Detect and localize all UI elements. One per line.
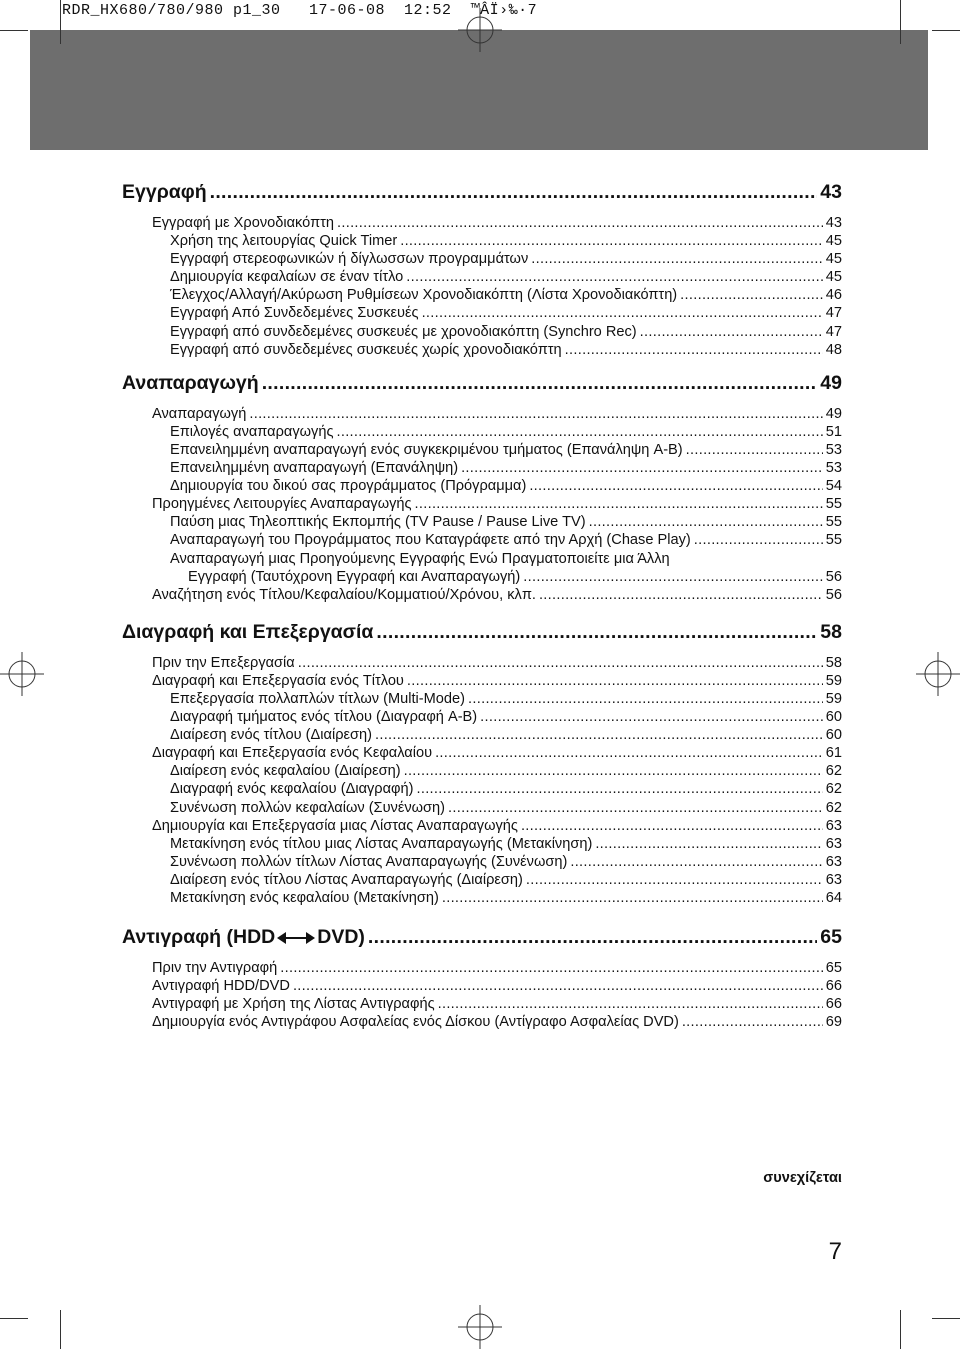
registration-mark-left [0, 652, 44, 696]
toc-entry[interactable]: Εγγραφή με Χρονοδιακόπτη ..... 43 [122, 215, 842, 233]
registration-mark-right [916, 652, 960, 696]
section-page: 65 [820, 926, 842, 949]
print-slug: RDR_HX680/780/980 p1_30 17-06-08 12:52 ™ÂÏ›‰·7 [62, 2, 538, 19]
registration-mark-top [458, 8, 502, 52]
page-number: 7 [828, 1238, 842, 1265]
toc-entry[interactable]: Συνένωση πολλών κεφαλαίων (Συνένωση) ..... 62 [122, 800, 842, 818]
section-page: 43 [820, 181, 842, 203]
toc-entry[interactable]: Διαγραφή και Επεξεργασία ενός Κεφαλαίου ..... 61 [122, 745, 842, 763]
crop-mark-bottom-right-h [932, 1318, 960, 1319]
toc-entry[interactable]: Αναπαραγωγή του Προγράμματος που Καταγράφετε από την Αρχή (Chase Play) ..... 55 [122, 532, 842, 550]
toc-entry[interactable]: Διαίρεση ενός τίτλου (Διαίρεση) ..... 60 [122, 727, 842, 745]
toc-entry[interactable]: Εγγραφή από συνδεδεμένες συσκευές χωρίς χρονοδιακόπτη ..... 48 [122, 342, 842, 360]
section-page: 58 [820, 620, 842, 643]
crop-mark-top-left [60, 0, 61, 44]
toc-entry[interactable]: Διαίρεση ενός τίτλου Λίστας Αναπαραγωγής (Διαίρεση) ..... 63 [122, 872, 842, 890]
toc-entry[interactable]: Έλεγχος/Αλλαγή/Ακύρωση Ρυθμίσεων Χρονοδιακόπτη (Λίστα Χρονοδιακόπτη) ..... 46 [122, 287, 842, 305]
crop-mark-top-left-h [0, 30, 28, 31]
toc-entry[interactable]: Πριν την Επεξεργασία ..... 58 [122, 655, 842, 673]
table-of-contents [122, 181, 842, 1032]
toc-section-heading[interactable] [122, 372, 842, 406]
toc-entry[interactable]: Επανειλημμένη αναπαραγωγή ενός συγκεκριμένου τμήματος (Επανάληψη A-B) ..... 53 [122, 442, 842, 460]
section-title: Αντιγραφή (HDD DVD) [122, 926, 365, 949]
toc-entry[interactable]: Εγγραφή (Ταυτόχρονη Εγγραφή και Αναπαραγωγή) ..... 56 [122, 569, 842, 587]
toc-entry[interactable]: Διαγραφή ενός κεφαλαίου (Διαγραφή) ..... 62 [122, 781, 842, 799]
toc-section-heading[interactable] [122, 621, 842, 655]
crop-mark-bottom-right [900, 1310, 901, 1349]
toc-entry[interactable]: Διαίρεση ενός κεφαλαίου (Διαίρεση) ..... 62 [122, 763, 842, 781]
toc-entry[interactable]: Αναζήτηση ενός Τίτλου/Κεφαλαίου/Κομματιού/Χρόνου, κλπ. ..... 56 [122, 587, 842, 605]
toc-entry[interactable]: Δημιουργία και Επεξεργασία μιας Λίστας Αναπαραγωγής ..... 63 [122, 818, 842, 836]
toc-entry[interactable]: Συνένωση πολλών τίτλων Λίστας Αναπαραγωγής (Συνένωση) ..... 63 [122, 854, 842, 872]
toc-entry[interactable]: Παύση μιας Τηλεοπτικής Εκπομπής (TV Pause / Pause Live TV) ..... 55 [122, 514, 842, 532]
toc-entry[interactable]: Επανειλημμένη αναπαραγωγή (Επανάληψη) ..... 53 [122, 460, 842, 478]
section-page: 49 [820, 371, 842, 394]
toc-entry[interactable]: Αναπαραγωγή ..... 49 [122, 406, 842, 424]
toc-section-heading[interactable] [122, 926, 842, 960]
crop-mark-top-right-h [932, 30, 960, 31]
toc-entry[interactable]: Μετακίνηση ενός τίτλου μιας Λίστας Αναπαραγωγής (Μετακίνηση) ..... 63 [122, 836, 842, 854]
toc-entry[interactable]: Δημιουργία του δικού σας προγράμματος (Πρόγραμμα) ..... 54 [122, 478, 842, 496]
crop-mark-bottom-left [60, 1310, 61, 1349]
toc-entry[interactable]: Πριν την Αντιγραφή ..... 65 [122, 960, 842, 978]
toc-entry[interactable]: Δημιουργία ενός Αντιγράφου Ασφαλείας ενός Δίσκου (Αντίγραφο Ασφαλείας DVD) ..... 69 [122, 1014, 842, 1032]
toc-entry[interactable]: Επεξεργασία πολλαπλών τίτλων (Multi-Mode) ..... 59 [122, 691, 842, 709]
toc-entry[interactable]: Εγγραφή στερεοφωνικών ή δίγλωσσων προγραμμάτων ..... 45 [122, 251, 842, 269]
toc-entry[interactable]: Αντιγραφή HDD/DVD ..... 66 [122, 978, 842, 996]
toc-entry[interactable]: Επιλογές αναπαραγωγής ..... 51 [122, 424, 842, 442]
toc-section-heading[interactable] [122, 181, 842, 215]
crop-mark-top-right [900, 0, 901, 44]
toc-entry[interactable]: Διαγραφή και Επεξεργασία ενός Τίτλου ..... 59 [122, 673, 842, 691]
section-title: Αναπαραγωγή [122, 371, 259, 394]
toc-entry[interactable]: Εγγραφή Από Συνδεδεμένες Συσκευές ..... 47 [122, 305, 842, 323]
section-title: Εγγραφή [122, 181, 207, 203]
toc-entry[interactable]: Εγγραφή από συνδεδεμένες συσκευές με χρονοδιακόπτη (Synchro Rec) ..... 47 [122, 324, 842, 342]
double-arrow-icon [277, 931, 315, 945]
registration-mark-bottom [458, 1305, 502, 1349]
toc-entry[interactable]: Προηγμένες Λειτουργίες Αναπαραγωγής ..... 55 [122, 496, 842, 514]
toc-entry[interactable]: Αναπαραγωγή μιας Προηγούμενης Εγγραφής Ενώ Πραγματοποιείτε μια Άλλη [170, 550, 670, 567]
toc-entry[interactable]: Δημιουργία κεφαλαίων σε έναν τίτλο ..... 45 [122, 269, 842, 287]
continued-label: συνεχίζεται [763, 1170, 842, 1186]
toc-entry[interactable]: Χρήση της λειτουργίας Quick Timer ..... 45 [122, 233, 842, 251]
toc-entry[interactable]: Διαγραφή τμήματος ενός τίτλου (Διαγραφή A-B) ..... 60 [122, 709, 842, 727]
crop-mark-bottom-left-h [0, 1318, 28, 1319]
toc-entry[interactable]: Μετακίνηση ενός κεφαλαίου (Μετακίνηση) ..... 64 [122, 890, 842, 908]
toc-entry[interactable]: Αντιγραφή με Χρήση της Λίστας Αντιγραφής ..... 66 [122, 996, 842, 1014]
section-title: Διαγραφή και Επεξεργασία [122, 620, 374, 643]
